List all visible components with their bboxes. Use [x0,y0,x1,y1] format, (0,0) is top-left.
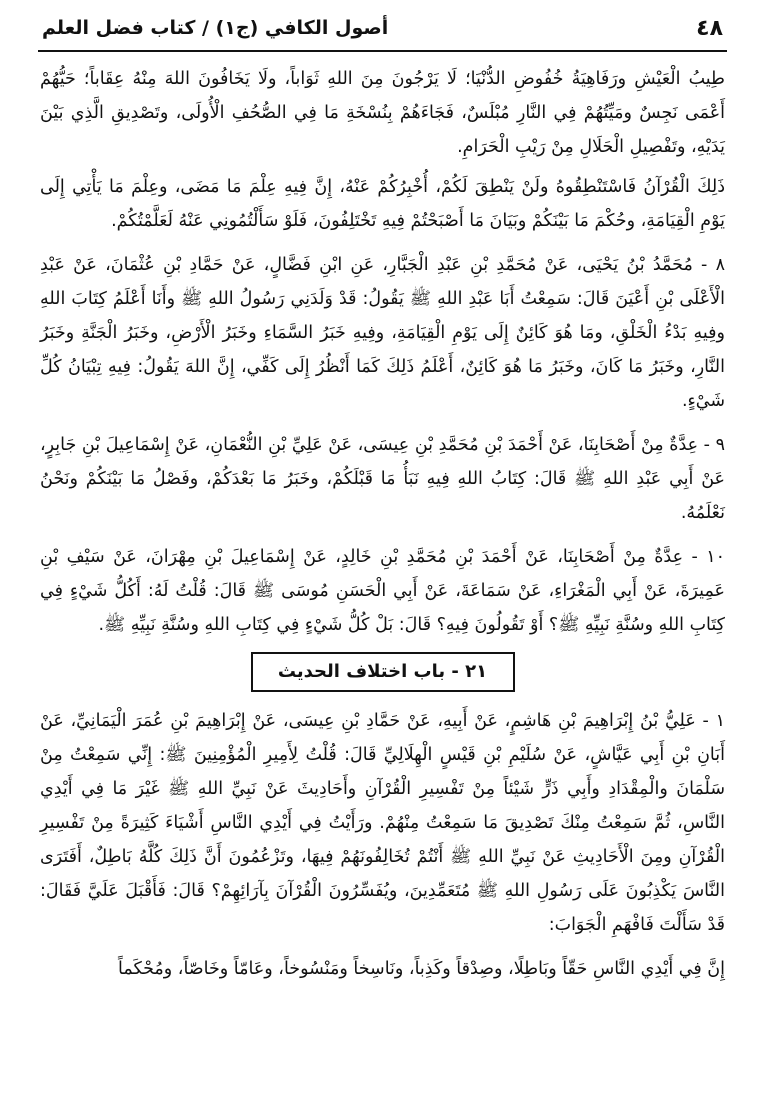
chapter-heading: ٢١ - باب اختلاف الحديث [251,652,515,692]
page-body [40,62,725,996]
hadith-9: ٩ - عِدَّةٌ مِنْ أَصْحَابِنَا، عَنْ أَحْمَدَ بْنِ مُحَمَّدِ بْنِ عِيسَى، عَنْ عَلِيِّ بْنِ النُّعْمَانِ، عَنْ إِسْمَاعِيلَ بْنِ جَابِرٍ، عَنْ أَبِي عَبْدِ اللهِ ﷺ قَالَ: كِتَابُ اللهِ فِيهِ نَبَأُ مَا قَبْلَكُمْ، وخَبَرُ مَا بَعْدَكُمْ، وفَصْلُ مَا بَيْنَكُمْ ونَحْنُ نَعْلَمُهُ. [40,435,725,523]
hadith-10: ١٠ - عِدَّةٌ مِنْ أَصْحَابِنَا، عَنْ أَحْمَدَ بْنِ مُحَمَّدِ بْنِ خَالِدٍ، عَنْ إِسْمَاعِيلَ بْنِ مِهْرَانَ، عَنْ سَيْفِ بْنِ عَمِيرَةَ، عَنْ أَبِي الْمَغْرَاءِ، عَنْ سَمَاعَةَ، عَنْ أَبِي الْحَسَنِ مُوسَى ﷺ قَالَ: قُلْتُ لَهُ: أَكُلُّ شَيْءٍ فِي كِتَابِ اللهِ وسُنَّةِ نَبِيِّهِ ﷺ؟ أَوْ تَقُولُونَ فِيهِ؟ قَالَ: بَلْ كُلُّ شَيْءٍ فِي كِتَابِ اللهِ وسُنَّةِ نَبِيِّهِ ﷺ. [40,547,725,635]
running-title: أصول الكافي (ج١) / كتاب فضل العلم [42,17,389,39]
page-number: ٤٨ [696,15,723,41]
page-header [42,10,723,46]
hadith-8: ٨ - مُحَمَّدُ بْنُ يَحْيَى، عَنْ مُحَمَّدِ بْنِ عَبْدِ الْجَبَّارِ، عَنِ ابْنِ فَضَّالٍ، عَنْ حَمَّادِ بْنِ عُثْمَانَ، عَنْ عَبْدِ الْأَعْلَى بْنِ أَعْيَنَ قَالَ: سَمِعْتُ أَبَا عَبْدِ اللهِ ﷺ يَقُولُ: قَدْ وَلَدَنِي رَسُولُ اللهِ ﷺ وأَنَا أَعْلَمُ كِتَابَ اللهِ وفِيهِ بَدْءُ الْخَلْقِ، ومَا هُوَ كَائِنٌ إِلَى يَوْمِ الْقِيَامَةِ، وفِيهِ خَبَرُ السَّمَاءِ وخَبَرُ الْأَرْضِ، وخَبَرُ الْجَنَّةِ وخَبَرُ النَّارِ، وخَبَرُ مَا كَانَ، وخَبَرُ مَا هُوَ كَائِنٌ، أَعْلَمُ ذَلِكَ كَمَا أَنْظُرُ إِلَى كَفِّي، إِنَّ اللهَ يَقُولُ: فِيهِ تِبْيَانُ كُلِّ شَيْءٍ. [40,255,725,411]
paragraph-quran-description: ذَلِكَ الْقُرْآنُ فَاسْتَنْطِقُوهُ ولَنْ يَنْطِقَ لَكُمْ، أُخْبِرُكُمْ عَنْهُ، إِنَّ فِيهِ عِلْمَ مَا مَضَى، وعِلْمَ مَا يَأْتِي إِلَى يَوْمِ الْقِيَامَةِ، وحُكْمَ مَا بَيْنَكُمْ وبَيَانَ مَا أَصْبَحْتُمْ فِيهِ تَخْتَلِفُونَ، فَلَوْ سَأَلْتُمُونِي عَنْهُ لَعَلَّمْتُكُمْ. [40,177,725,231]
header-rule [38,50,727,52]
paragraph-answer: إِنَّ فِي أَيْدِي النَّاسِ حَقّاً وبَاطِلًا، وصِدْقاً وكَذِباً، ونَاسِخاً ومَنْسُوخاً، وعَامّاً وخَاصّاً، ومُحْكَماً [118,959,725,979]
hadith-1: ١ - عَلِيُّ بْنُ إِبْرَاهِيمَ بْنِ هَاشِمٍ، عَنْ أَبِيهِ، عَنْ حَمَّادِ بْنِ عِيسَى، عَنْ إِبْرَاهِيمَ بْنِ عُمَرَ الْيَمَانِيِّ، عَنْ أَبَانِ بْنِ أَبِي عَيَّاشٍ، عَنْ سُلَيْمِ بْنِ قَيْسٍ الْهِلَالِيِّ قَالَ: قُلْتُ لِأَمِيرِ الْمُؤْمِنِينَ ﷺ: إِنِّي سَمِعْتُ مِنْ سَلْمَانَ والْمِقْدَادِ وأَبِي ذَرٍّ شَيْئاً مِنْ تَفْسِيرِ الْقُرْآنِ وأَحَادِيثَ عَنْ نَبِيِّ اللهِ ﷺ غَيْرَ مَا فِي أَيْدِي النَّاسِ، ثُمَّ سَمِعْتُ مِنْكَ تَصْدِيقَ مَا سَمِعْتُ مِنْهُمْ. ورَأَيْتُ فِي أَيْدِي النَّاسِ أَشْيَاءَ كَثِيرَةً مِنْ تَفْسِيرِ الْقُرْآنِ ومِنَ الْأَحَادِيثِ عَنْ نَبِيِّ اللهِ ﷺ أَنْتُمْ تُخَالِفُونَهُمْ فِيهَا، وتَزْعُمُونَ أَنَّ ذَلِكَ كُلَّهُ بَاطِلٌ، أَفَتَرَى النَّاسَ يَكْذِبُونَ عَلَى رَسُولِ اللهِ ﷺ مُتَعَمِّدِينَ، ويُفَسِّرُونَ الْقُرْآنَ بِآرَائِهِمْ؟ قَالَ: فَأَقْبَلَ عَلَيَّ فَقَالَ: قَدْ سَأَلْتَ فَافْهَمِ الْجَوَابَ: [40,711,725,935]
paragraph-continuation: طِيبُ الْعَيْشِ ورَفَاهِيَةُ خُفُوضِ الدُّنْيَا؛ لَا يَرْجُونَ مِنَ اللهِ ثَوَاباً، ولَا يَخَافُونَ اللهَ مِنْهُ عِقَاباً؛ حَيُّهُمْ أَعْمَى نَجِسٌ ومَيِّتُهُمْ فِي النَّارِ مُبْلَسٌ، فَجَاءَهُمْ بِنُسْخَةِ مَا فِي الصُّحُفِ الْأُولَى، وتَصْدِيقِ الَّذِي بَيْنَ يَدَيْهِ، وتَفْصِيلِ الْحَلَالِ مِنْ رَيْبِ الْحَرَامِ. [40,69,725,157]
